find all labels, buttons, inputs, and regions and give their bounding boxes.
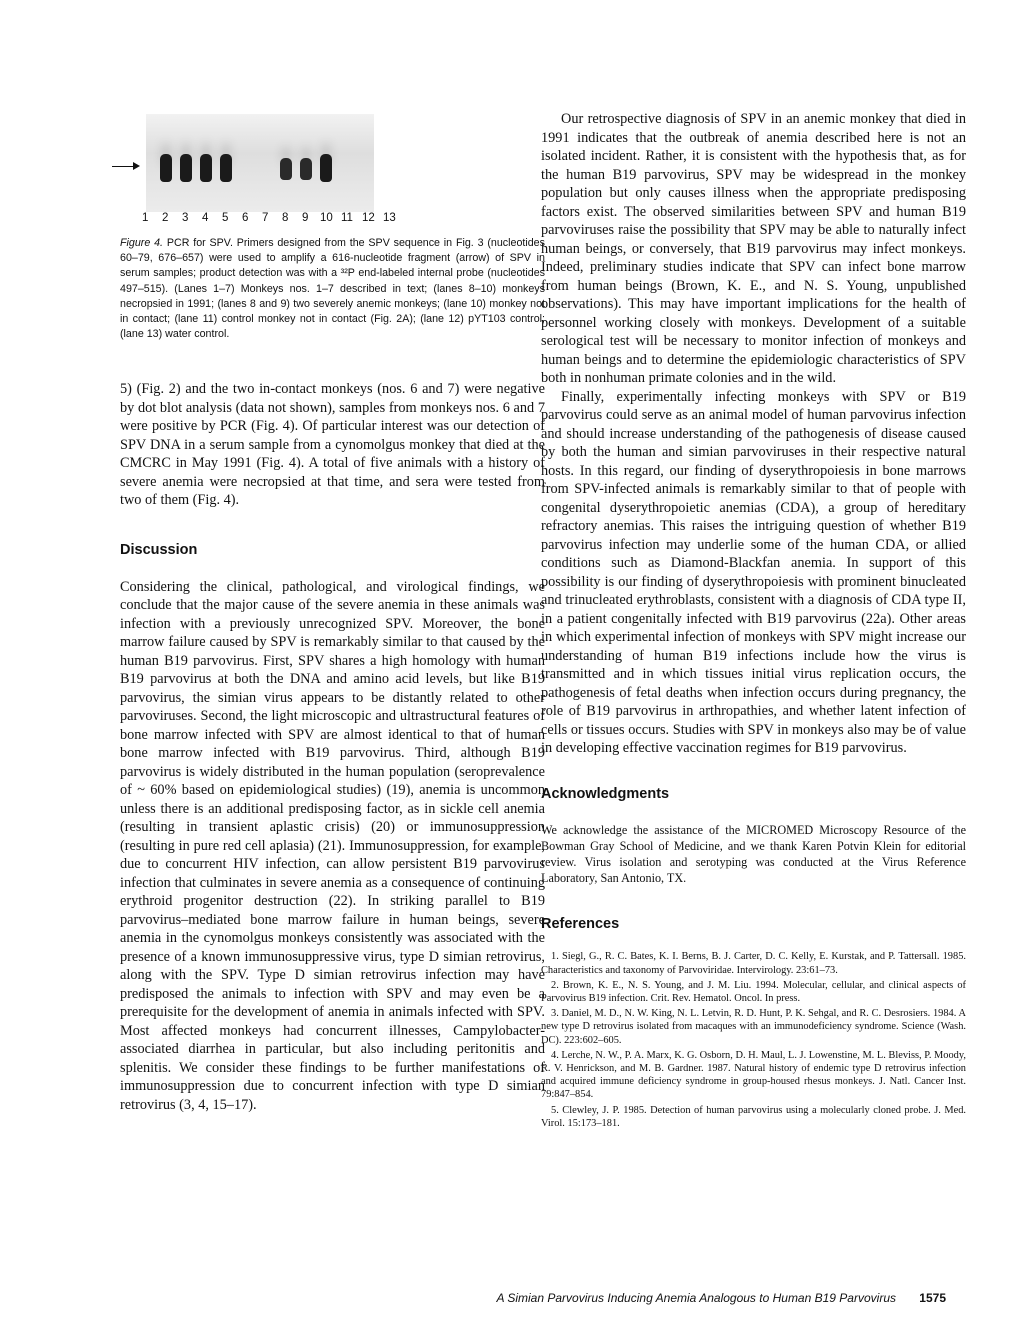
page-number: 1575: [919, 1291, 946, 1305]
lane-label: 2: [162, 212, 169, 224]
paragraph: Our retrospective diagnosis of SPV in an anemic monkey that died in 1991 indicates that the outbreak of anemia described here is not an isolated incident. Rather, it is consistent with the hypothesis that, as for the human B19 parvovirus, SPV may be widespread in the monkey population but only causes illness when the appropriate predisposing factors exist. The observed similarities between SPV and human B19 parvoviruses raise the possibility that SPV may be able to naturally infect human beings, or conversely, that B19 parvovirus may infect monkeys. Indeed, preliminary studies indicate that SPV can infect bone marrow from human beings (Brown, K. E., and N. S. Young, unpublished observations). This may have important implications for the health of personnel working closely with monkeys. Development of a suitable serological test will be necessary to monitor infection of monkeys and human beings and to determine the epidemiologic characteristics of SPV both in nonhuman primate colonies and in the wild.: [541, 111, 966, 386]
lane-label: 9: [302, 212, 309, 224]
arrow-icon: [112, 166, 138, 167]
right-column: [541, 110, 966, 1132]
lane-label: 10: [320, 212, 333, 224]
lane-label: 4: [202, 212, 209, 224]
reference-item: 2. Brown, K. E., N. S. Young, and J. M. Liu. 1994. Molecular, cellular, and clinical aspects of Parvovirus B19 infection. Crit. Rev. Hematol. Oncol. In press.: [541, 979, 966, 1004]
lane-numbers: [142, 212, 442, 228]
lane-label: 12: [362, 212, 375, 224]
reference-item: 4. Lerche, N. W., P. A. Marx, K. G. Osborn, D. H. Maul, L. J. Lowenstine, M. L. Bleviss, P. Moody, R. V. Henrickson, and M. B. Gardner. 1987. Natural history of endemic type D retrovirus infection and acquired immune deficiency syndrome in group-housed rhesus monkeys. J. Natl. Cancer Inst. 79:847–854.: [541, 1049, 966, 1101]
figure-caption: [120, 236, 545, 342]
page-footer: [0, 1291, 1020, 1311]
figure-4: [120, 110, 545, 230]
gel-image: [146, 114, 374, 212]
lane-label: 3: [182, 212, 189, 224]
lane-label: 13: [383, 212, 396, 224]
lane-label: 1: [142, 212, 149, 224]
lane-label: 6: [242, 212, 249, 224]
reference-item: 3. Daniel, M. D., N. W. King, N. L. Letvin, R. D. Hunt, P. K. Sehgal, and R. C. Desrosiers. 1984. A new type D retrovirus isolated from macaques with an immunodeficiency syndrome. Science (Wash. DC). 223:602–605.: [541, 1008, 966, 1046]
discussion-paragraph: Considering the clinical, pathological, and virological findings, we conclude that the major cause of the severe anemia in these animals was infection with a previously unrecognized SPV. Moreover, the bone marrow failure caused by SPV is remarkably similar to that caused by the human B19 parvovirus. First, SPV shares a high homology with human B19 parvovirus at both the DNA and amino acid levels, but like B19 parvovirus, the simian virus appears to be distantly related to other parvoviruses. Second, the light microscopic and ultrastructural features of bone marrow infected with SPV are almost identical to that of human bone marrow infected with B19 parvovirus. Third, although B19 parvovirus is widely distributed in the human population (seroprevalence of ~ 60% based on epidemiological studies) (19), anemia is uncommon unless there is an additional predisposing factor, as in sickle cell anemia (resulting in transient aplastic crisis) (20) or immunosuppression (resulting in pure red cell aplasia) (21). Immunosuppression, for example, due to concurrent HIV infection, can allow persistent B19 parvovirus infection that culminates in severe anemia as a consequence of continuing erythroid progenitor destruction (22). In striking parallel to B19 parvovirus–mediated bone marrow failure in human beings, severe anemia in the cynomolgus monkeys consistently was associated with the presence of a known immunosuppressive virus, type D simian retrovirus, along with the SPV. Type D simian retrovirus infection may have predisposed the animals to infection with SPV and may even be a prerequisite for the development of anemia in animals infected with SPV. Most affected monkeys had concurrent illnesses, Campylobacter-associated diarrhea in particular, but also including peritonitis and splenitis. We consider these findings to be further manifestations of immunosuppression due to concurrent infection with type D simian retrovirus (3, 4, 15–17).: [120, 578, 545, 1113]
paragraph: Finally, experimentally infecting monkeys with SPV or B19 parvovirus could serve as an animal model of human parvovirus infection and should increase understanding of the pathogenesis of disease caused by both the human and simian parvoviruses in their respective natural hosts. In this regard, our finding of dyserythropoiesis in bone marrows from SPV-infected animals is remarkably similar to that of people with congenital dyserythropoietic anemias (CDA), a group of hereditary refractory anemias. This raises the intriguing question of whether B19 parvovirus infection may underlie some of the human CDA, or allied conditions such as Diamond-Blackfan anemia. In support of this possibility is our finding of dyserythropoiesis with prominent binucleated and trinucleated erythroblasts, consistent with a diagnosis of CDA type II, in a patient congenitally infected with B19 parvovirus (22a). Other areas in which experimental infection of monkeys with SPV might increase our understanding of human B19 infections include how the virus is transmitted and in which tissues initial virus replication occurs, the pathogenesis of fetal deaths when infection occurs during pregnancy, the role of B19 parvovirus in arthropathies, and whether latent infection of cells or tissues occurs. Studies with SPV in monkeys also may be of value in developing effective vaccination regimes for B19 parvovirus.: [541, 388, 966, 756]
acknowledgments-heading: Acknowledgments: [541, 785, 670, 802]
reference-item: 5. Clewley, J. P. 1985. Detection of human parvovirus using a molecularly cloned probe. J. Med. Virol. 15:173–181.: [541, 1104, 966, 1129]
caption-label: Figure 4.: [120, 237, 164, 249]
lane-label: 5: [222, 212, 229, 224]
running-title: A Simian Parvovirus Inducing Anemia Analogous to Human B19 Parvovirus: [496, 1291, 896, 1305]
lane-label: 8: [282, 212, 289, 224]
references-heading: References: [541, 916, 620, 933]
lane-label: 11: [341, 212, 353, 224]
left-column: [120, 110, 545, 1114]
acknowledgments-text: We acknowledge the assistance of the MICROMED Microscopy Resource of the Bowman Gray School of Medicine, and we thank Karen Potvin Klein for editorial review. Virus isolation and serotyping was conducted at the Virus Reference Laboratory, San Antonio, TX.: [541, 822, 966, 886]
discussion-heading: Discussion: [120, 541, 198, 558]
lane-label: 7: [262, 212, 269, 224]
caption-text: PCR for SPV. Primers designed from the SPV sequence in Fig. 3 (nucleotides 60–79, 676–657) were used to amplify a 616-nucleotide fragment (arrow) of SPV in serum samples; product detection was with a ³²P end-labeled internal probe (nucleotides 497–515). (Lanes 1–7) Monkeys nos. 1–7 described in text; (lanes 8–10) monkeys necropsied in 1991; (lanes 8 and 9) two severely anemic monkeys; (lane 10) monkey not in contact; (lane 11) control monkey not in contact (Fig. 2A); (lane 12) pYT103 control; (lane 13) water control.: [120, 237, 545, 341]
results-paragraph: 5) (Fig. 2) and the two in-contact monkeys (nos. 6 and 7) were negative by dot blot analysis (data not shown), samples from monkeys nos. 6 and 7 were positive by PCR (Fig. 4). Of particular interest was our detection of SPV DNA in a serum sample from a cynomolgus monkey that died at the CMCRC in May 1991 (Fig. 4). A total of five animals with a history of severe anemia were necropsied at that time, and sera were tested from two of them (Fig. 4).: [120, 381, 545, 509]
reference-item: 1. Siegl, G., R. C. Bates, K. I. Berns, B. J. Carter, D. C. Kelly, E. Kurstak, and P. Tattersall. 1985. Characteristics and taxonomy of Parvoviridae. Intervirology. 23:61–73.: [541, 951, 966, 976]
references-list: [541, 950, 966, 1130]
